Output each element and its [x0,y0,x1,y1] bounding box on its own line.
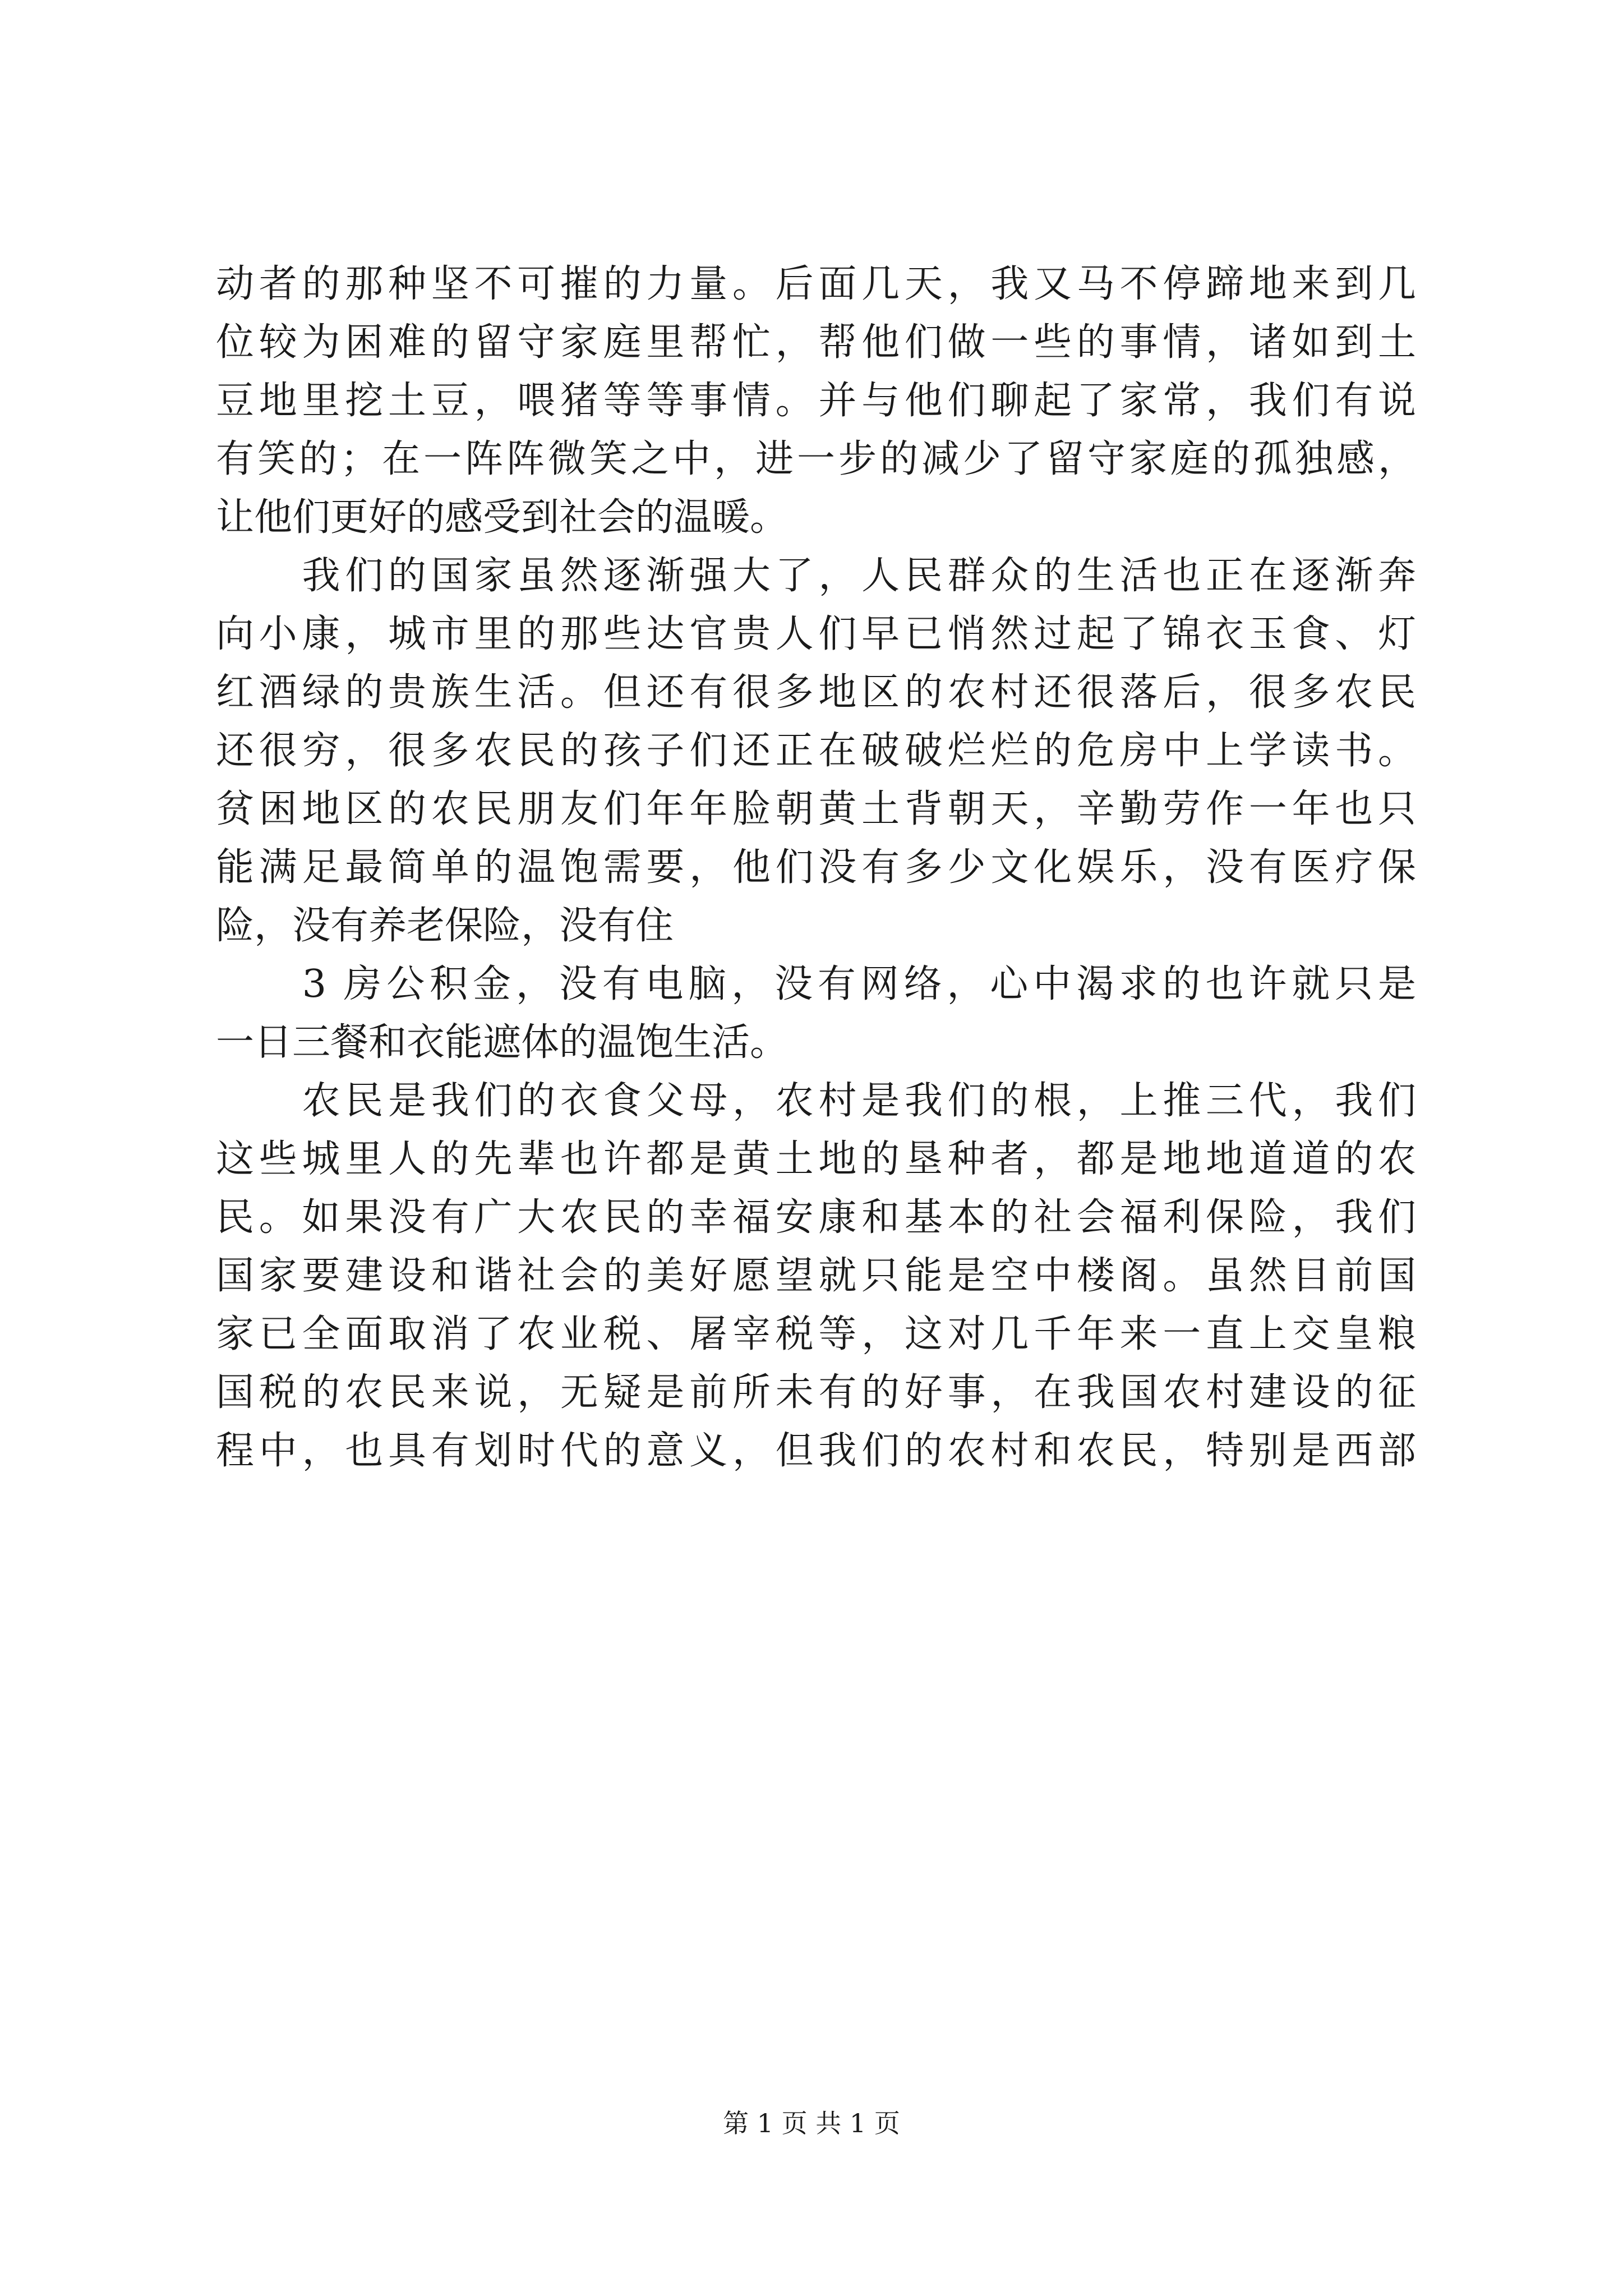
document-body [216,255,1416,1480]
text-line: 一日三餐和衣能遮体的温饱生活。 [216,1020,789,1065]
text-line: 家已全面取消了农业税、屠宰税等，这对几千年来一直上交皇粮 [216,1312,1416,1356]
paragraph-2 [216,547,1416,955]
text-line: 险，没有养老保险，没有住 [216,904,674,948]
page-number-label: 第 1 页 共 1 页 [723,2108,900,2138]
paragraph-1 [216,255,1416,547]
text-line: 红酒绿的贵族生活。但还有很多地区的农村还很落后，很多农民 [216,670,1416,715]
text-line: 农民是我们的衣食父母，农村是我们的根，上推三代，我们 [216,1079,1416,1123]
text-line: 程中，也具有划时代的意义，但我们的农村和农民，特别是西部 [216,1429,1416,1473]
text-line: 向小康，城市里的那些达官贵人们早已悄然过起了锦衣玉食、灯 [216,612,1416,656]
text-line: 还很穷，很多农民的孩子们还正在破破烂烂的危房中上学读书。 [216,729,1416,773]
text-line: 位较为困难的留守家庭里帮忙，帮他们做一些的事情，诸如到土 [216,320,1416,365]
paragraph-4 [216,1072,1416,1480]
text-line: 3 房公积金，没有电脑，没有网络，心中渴求的也许就只是 [216,962,1416,1006]
text-line: 豆地里挖土豆，喂猪等等事情。并与他们聊起了家常，我们有说 [216,379,1416,423]
page-footer [0,2106,1623,2140]
text-line: 有笑的；在一阵阵微笑之中，进一步的减少了留守家庭的孤独感， [216,437,1416,481]
text-line: 让他们更好的感受到社会的温暖。 [216,495,789,540]
text-line: 能满足最简单的温饱需要，他们没有多少文化娱乐，没有医疗保 [216,845,1416,890]
paragraph-3 [216,955,1416,1072]
text-line: 国家要建设和谐社会的美好愿望就只能是空中楼阁。虽然目前国 [216,1254,1416,1298]
text-line: 贫困地区的农民朋友们年年脸朝黄土背朝天，辛勤劳作一年也只 [216,787,1416,831]
text-line: 我们的国家虽然逐渐强大了，人民群众的生活也正在逐渐奔 [216,554,1416,598]
text-line: 民。如果没有广大农民的幸福安康和基本的社会福利保险，我们 [216,1195,1416,1240]
text-line: 这些城里人的先辈也许都是黄土地的垦种者，都是地地道道的农 [216,1137,1416,1181]
text-line: 国税的农民来说，无疑是前所未有的好事，在我国农村建设的征 [216,1370,1416,1415]
text-line: 动者的那种坚不可摧的力量。后面几天，我又马不停蹄地来到几 [216,262,1416,306]
